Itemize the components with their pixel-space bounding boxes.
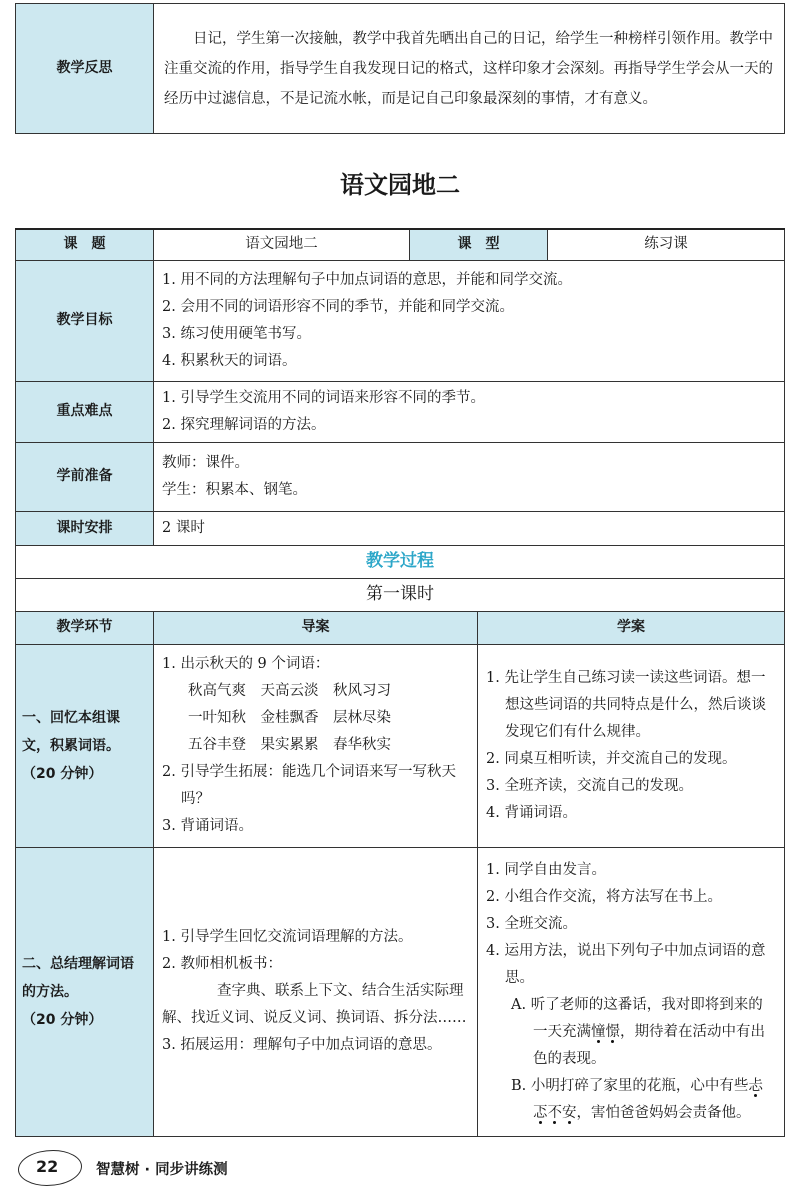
goal-item: 2. 会用不同的词语形容不同的季节，并能和同学交流。 <box>162 298 514 315</box>
prep-list <box>154 442 785 511</box>
dotted-char: 忑 <box>533 1104 548 1121</box>
word-line: 五谷丰登 果实累累 春华秋实 <box>188 737 391 753</box>
prep-row <box>16 442 785 511</box>
learn-item: 3. 全班齐读，交流自己的发现。 <box>486 777 693 794</box>
stage2-title: 二、总结理解词语的方法。 <box>22 955 134 1000</box>
learn-item: 4. 背诵词语。 <box>486 804 577 821</box>
example-b-pre: B. 小明打碎了家里的花瓶，心中有些 <box>511 1077 749 1094</box>
example-a <box>486 992 776 1073</box>
guide-item: 3. 拓展运用：理解句子中加点词语的意思。 <box>162 1037 442 1053</box>
word-line: 秋高气爽 天高云淡 秋风习习 <box>188 683 391 699</box>
goals-row <box>16 260 785 381</box>
stage2-learn <box>478 847 785 1136</box>
keypoint-item: 1. 引导学生交流用不同的词语来形容不同的季节。 <box>162 389 485 406</box>
dotted-char: 憬 <box>605 1023 620 1040</box>
guide-item: 3. 背诵词语。 <box>162 818 253 834</box>
learn-item: 2. 同桌互相听读，并交流自己的发现。 <box>486 750 737 767</box>
learn-item: 1. 先让学生自己练习读一读这些词语。想一想这些词语的共同特点是什么，然后谈谈发现它们有什么规律。 <box>486 669 766 740</box>
goal-item: 3. 练习使用硬笔书写。 <box>162 325 311 342</box>
keypoints-list <box>154 381 785 442</box>
learn-item: 4. 运用方法，说出下列句子中加点词语的意思。 <box>486 942 766 986</box>
example-b <box>486 1073 776 1127</box>
guide-item: 2. 引导学生拓展：能选几个词语来写一写秋天吗？ <box>162 764 456 807</box>
dotted-char: 不 <box>547 1104 562 1121</box>
example-b-post: ，害怕爸爸妈妈会责备他。 <box>576 1104 751 1121</box>
goal-item: 1. 用不同的方法理解句子中加点词语的意思，并能和同学交流。 <box>162 271 572 288</box>
example-a-post: ，期待着在活动中有出色的表现。 <box>533 1023 765 1067</box>
col-stage-header: 教学环节 <box>16 611 154 644</box>
stage2-time: （20 分钟） <box>22 1011 103 1028</box>
word-line: 一叶知秋 金桂飘香 层林尽染 <box>188 710 391 726</box>
keypoints-label: 重点难点 <box>16 381 154 442</box>
stage2-row <box>16 847 785 1136</box>
goal-item: 4. 积累秋天的词语。 <box>162 352 297 369</box>
stage2-label <box>16 847 154 1136</box>
reflection-label: 教学反思 <box>16 4 154 134</box>
prep-item: 教师：课件。 <box>162 454 249 471</box>
example-a-pre: A. 听了老师的这番话，我对即将到来的一天充满 <box>511 996 763 1040</box>
stage1-guide <box>154 644 478 847</box>
col-learn-header: 学案 <box>478 611 785 644</box>
goals-list <box>154 260 785 381</box>
keypoint-item: 2. 探究理解词语的方法。 <box>162 416 326 433</box>
hours-label: 课时安排 <box>16 511 154 545</box>
topic-value: 语文园地二 <box>154 229 410 260</box>
learn-item: 1. 同学自由发言。 <box>486 861 606 878</box>
col-guide-header: 导案 <box>154 611 478 644</box>
keypoints-row <box>16 381 785 442</box>
learn-item: 2. 小组合作交流，将方法写在书上。 <box>486 888 722 905</box>
hours-value: 2 课时 <box>154 511 785 545</box>
stage1-time: （20 分钟） <box>22 765 103 782</box>
lesson-heading: 第一课时 <box>16 578 785 611</box>
guide-item: 1. 出示秋天的 9 个词语： <box>162 656 330 672</box>
stage1-label <box>16 644 154 847</box>
goals-label: 教学目标 <box>16 260 154 381</box>
topic-label: 课 题 <box>16 229 154 260</box>
process-heading: 教学过程 <box>16 545 785 578</box>
dotted-char: 憧 <box>591 1023 606 1040</box>
lesson-plan-table <box>15 228 785 1137</box>
guide-item: 2. 教师相机板书： <box>162 956 282 972</box>
prep-item: 学生：积累本、钢笔。 <box>162 481 307 498</box>
dotted-char: 忐 <box>748 1077 763 1094</box>
board-text: 查字典、联系上下文、结合生活实际理解、找近义词、说反义词、换词语、拆分法…… <box>162 983 467 1026</box>
page-number: 22 <box>36 1157 59 1176</box>
prep-label: 学前准备 <box>16 442 154 511</box>
brand-name: 智慧树 · 同步讲练测 <box>96 1162 228 1178</box>
stage1-learn <box>478 644 785 847</box>
reflection-table <box>15 3 785 134</box>
stage1-row <box>16 644 785 847</box>
hours-row <box>16 511 785 545</box>
type-value: 练习课 <box>548 229 785 260</box>
stage2-guide <box>154 847 478 1136</box>
guide-item: 1. 引导学生回忆交流词语理解的方法。 <box>162 929 413 945</box>
page-footer <box>18 1150 318 1186</box>
type-label: 课 型 <box>410 229 548 260</box>
reflection-text: 日记，学生第一次接触，教学中我首先晒出自己的日记，给学生一种榜样引领作用。教学中注重交流的作用，指导学生自我发现日记的格式，这样印象才会深刻。再指导学生学会从一天的经历中过滤信息，不是记流水帐，而是记自己印象最深刻的事情，才有意义。 <box>154 4 785 134</box>
topic-row <box>16 229 785 260</box>
stage1-title: 一、回忆本组课文，积累词语。 <box>22 709 120 754</box>
learn-item: 3. 全班交流。 <box>486 915 577 932</box>
page-title: 语文园地二 <box>340 170 460 199</box>
process-header-row <box>16 611 785 644</box>
dotted-char: 安 <box>562 1104 577 1121</box>
